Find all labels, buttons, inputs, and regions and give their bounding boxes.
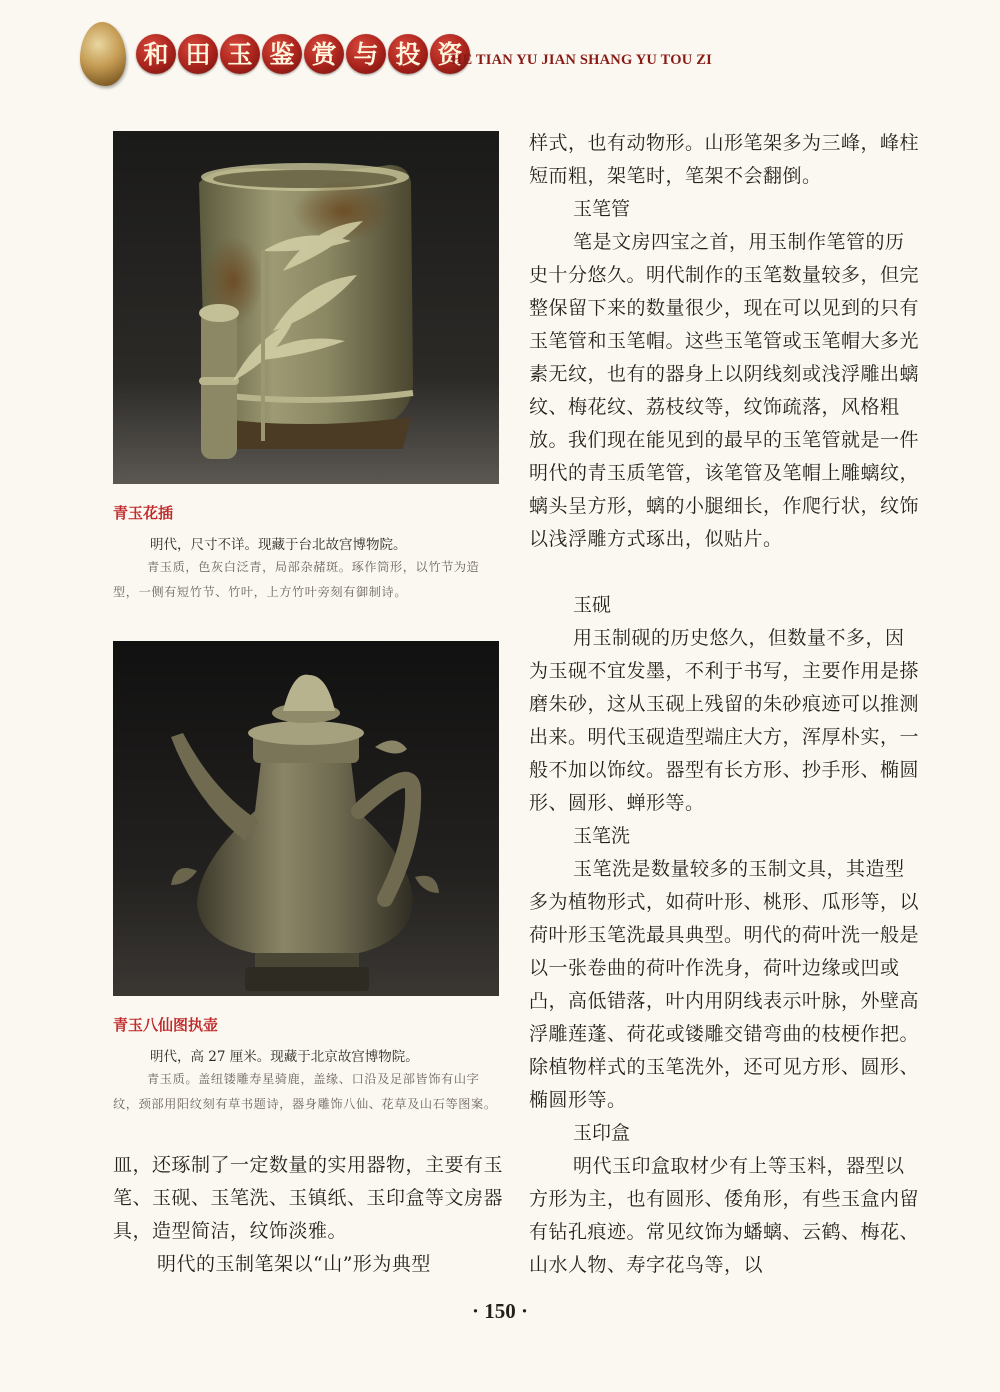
figure-caption-description: 青玉质。盖纽镂雕寿星骑鹿，盖缘、口沿及足部皆饰有山字纹，颈部用阳纹刻有草书题诗，器身雕饰八仙、花草及山石等图案。 bbox=[113, 1072, 497, 1111]
body-paragraph: 明代的玉制笔架以“山”形为典型 bbox=[157, 1253, 431, 1275]
section-heading: 玉笔管 bbox=[573, 198, 631, 220]
page-header bbox=[0, 0, 1000, 100]
figure-caption-subtitle: 明代，尺寸不详。现藏于台北故宫博物院。 bbox=[150, 537, 407, 553]
figure-caption-title: 青玉八仙图执壶 bbox=[113, 1016, 219, 1034]
title-char: 赏 bbox=[304, 34, 344, 74]
body-paragraph: 用玉制砚的历史悠久，但数量不多，因为玉砚不宜发墨，不利于书写，主要作用是搽磨朱砂，这从玉砚上残留的朱砂痕迹可以推测出来。明代玉砚造型端庄大方，浑厚朴实，一般不加以饰纹。器型有长方形、抄手形、椭圆形、圆形、蝉形等。 bbox=[529, 627, 920, 814]
jade-vase-illustration bbox=[113, 131, 499, 484]
book-title bbox=[136, 34, 470, 74]
title-char: 资 bbox=[430, 34, 470, 74]
body-paragraph: 明代玉印盒取材少有上等玉料，器型以方形为主，也有圆形、倭角形，有些玉盒内留有钻孔痕迹。常见纹饰为蟠螭、云鹤、梅花、山水人物、寿字花鸟等，以 bbox=[529, 1155, 920, 1276]
body-paragraph: 玉笔洗是数量较多的玉制文具，其造型多为植物形式，如荷叶形、桃形、瓜形等，以荷叶形玉笔洗最具典型。明代的荷叶洗一般是以一张卷曲的荷叶作洗身，荷叶边缘或凹或凸，高低错落，叶内用阴线表示叶脉，外壁高浮雕莲蓬、荷花或镂雕交错弯曲的枝梗作把。除植物样式的玉笔洗外，还可见方形、圆形、椭圆形等。 bbox=[529, 858, 920, 1111]
body-paragraph: 笔是文房四宝之首，用玉制作笔管的历史十分悠久。明代制作的玉笔数量较多，但完整保留下来的数量很少，现在可以见到的只有玉笔管和玉笔帽。这些玉笔管或玉笔帽大多光素无纹，也有的器身上以阴线刻或浅浮雕出螭纹、梅花纹、荔枝纹等，纹饰疏落，风格粗放。我们现在能见到的最早的玉笔管就是一件明代的青玉质笔管，该笔管及笔帽上雕螭纹，螭头呈方形，螭的小腿细长，作爬行状，纹饰以浅浮雕方式琢出，似贴片。 bbox=[529, 231, 920, 550]
section-heading: 玉印盒 bbox=[573, 1122, 631, 1144]
figure-caption-description: 青玉质，色灰白泛青，局部杂赭斑。琢作筒形，以竹节为造型，一侧有短竹节、竹叶，上方竹叶旁刻有御制诗。 bbox=[113, 560, 480, 599]
page-number: · 150 · bbox=[471, 1299, 528, 1323]
figure-caption-title: 青玉花插 bbox=[113, 504, 174, 522]
title-char: 和 bbox=[136, 34, 176, 74]
book-title-pinyin: HE TIAN YU JIAN SHANG YU TOU ZI bbox=[451, 52, 712, 68]
title-char: 玉 bbox=[220, 34, 260, 74]
body-paragraph: 样式，也有动物形。山形笔架多为三峰，峰柱短而粗，架笔时，笔架不会翻倒。 bbox=[529, 132, 920, 187]
jade-vase-photo bbox=[113, 131, 499, 484]
figure-caption-subtitle: 明代，高 27 厘米。现藏于北京故宫博物院。 bbox=[150, 1049, 419, 1065]
jade-ewer-photo bbox=[113, 641, 499, 996]
section-heading: 玉砚 bbox=[573, 594, 612, 616]
title-char: 鉴 bbox=[262, 34, 302, 74]
title-char: 与 bbox=[346, 34, 386, 74]
title-char: 投 bbox=[388, 34, 428, 74]
jade-logo-icon bbox=[80, 22, 126, 86]
body-paragraph: 皿，还琢制了一定数量的实用器物，主要有玉笔、玉砚、玉笔洗、玉镇纸、玉印盒等文房器具，造型简洁，纹饰淡雅。 bbox=[113, 1154, 504, 1242]
jade-ewer-illustration bbox=[113, 641, 499, 996]
title-char: 田 bbox=[178, 34, 218, 74]
section-heading: 玉笔洗 bbox=[573, 825, 631, 847]
